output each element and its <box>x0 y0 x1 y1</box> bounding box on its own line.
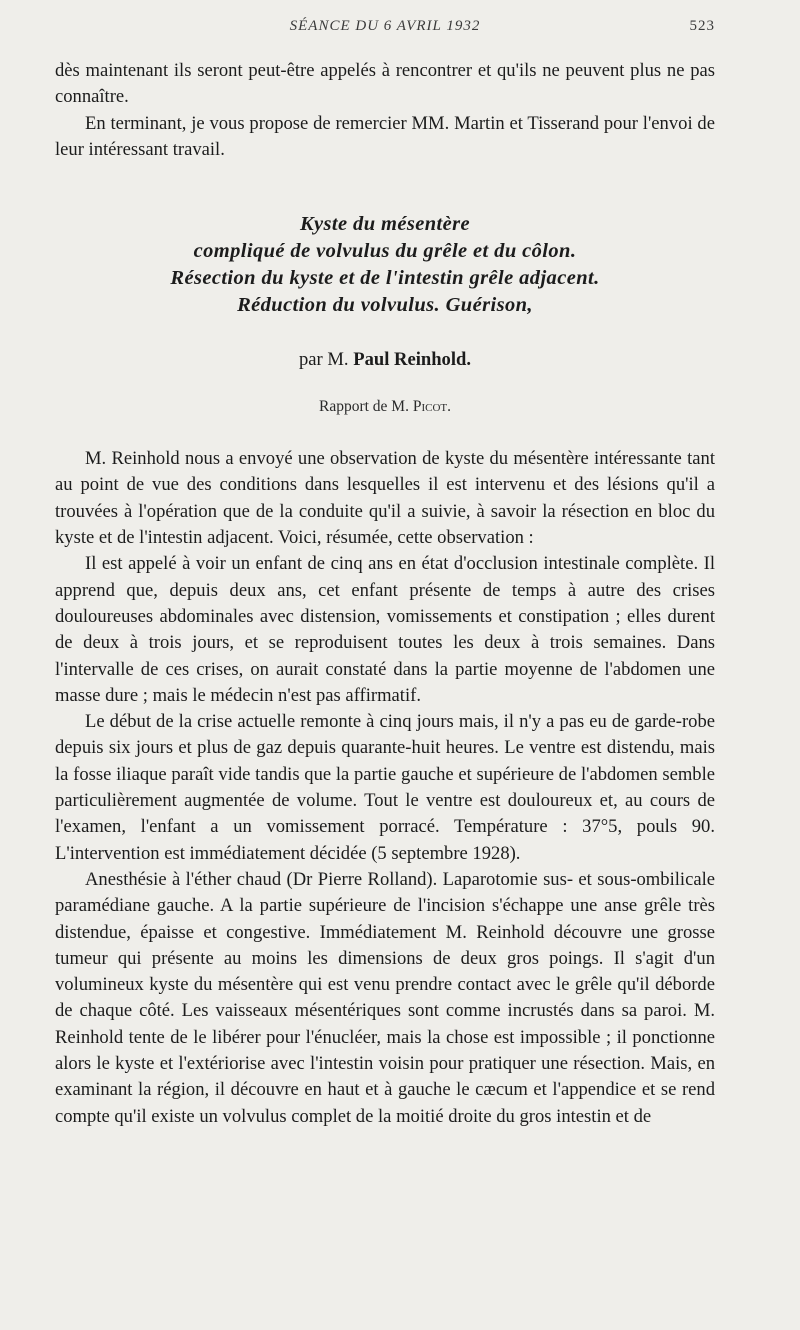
rapport-prefix: Rapport de M. <box>318 398 409 416</box>
article-title-line: Résection du kyste et de l'intestin grêle adjacent. <box>170 267 600 290</box>
rapport-name: Picot. <box>412 398 452 416</box>
article-title-line: Réduction du volvulus. Guérison, <box>237 294 533 317</box>
intro-paragraph-continued: dès maintenant ils seront peut-être appelés à rencontrer et qu'ils ne peuvent plus ne pas connaître. <box>55 60 715 108</box>
rapport-line <box>55 398 715 416</box>
page-number: 523 <box>689 18 715 34</box>
article-title <box>55 211 715 319</box>
document-page <box>55 18 715 1130</box>
intro-paragraph-closing: En terminant, je vous propose de remercier MM. Martin et Tisserand pour l'envoi de leur intéressant travail. <box>55 112 715 160</box>
running-head-title: SÉANCE DU 6 AVRIL 1932 <box>289 18 481 34</box>
article-title-line: Kyste du mésentère <box>299 213 471 236</box>
article-title-line: compliqué de volvulus du grêle et du côlon. <box>193 240 577 263</box>
article-body <box>55 446 715 1130</box>
body-paragraph: Anesthésie à l'éther chaud (Dr Pierre Rolland). Laparotomie sus- et sous-ombilicale paramédiane gauche. A la partie supérieure de l'incision s'échappe une anse grêle très distendue, épaisse et congestive. Immédiatement M. Reinhold découvre une grosse tumeur qui présente au moins les dimensions de deux gros poings. Il s'agit d'un volumineux kyste du mésentère qui est venu prendre contact avec le grêle qu'il déborde de chaque côté. Les vaisseaux mésentériques sont comme incrustés dans sa paroi. M. Reinhold tente de le libérer pour l'énucléer, mais la chose est impossible ; il ponctionne alors le kyste et l'extériorise avec l'intestin voisin pour pratiquer une résection. Mais, en examinant la région, il découvre en haut et à gauche le cæcum et l'appendice et se rend compte qu'il existe un volvulus complet de la moitié droite du gros intestin et de <box>55 868 715 1127</box>
body-paragraph: Il est appelé à voir un enfant de cinq ans en état d'occlusion intestinale complète. Il apprend que, depuis deux ans, cet enfant présente de temps à autre des crises douloureuses abdominales avec distension, vomissements et constipation ; elles durent de deux à trois jours, et se reproduisent toutes les deux à trois semaines. Dans l'intervalle de ces crises, on aurait constaté dans la partie moyenne de l'abdomen une masse dure ; mais le médecin n'est pas affirmatif. <box>55 553 715 706</box>
author-prefix: par M. <box>298 349 349 371</box>
author-line <box>55 349 715 371</box>
body-paragraph: M. Reinhold nous a envoyé une observation de kyste du mésentère intéressante tant au point de vue des conditions dans lesquelles il est intervenu et des lésions qu'il a trouvées à l'opération que de la conduite qu'il a suivie, à savoir la résection en bloc du kyste et de l'intestin adjacent. Voici, résumée, cette observation : <box>55 448 715 549</box>
body-paragraph: Le début de la crise actuelle remonte à cinq jours mais, il n'y a pas eu de garde-robe depuis six jours et plus de gaz depuis quarante-huit heures. Le ventre est distendu, mais la fosse iliaque paraît vide tandis que la partie gauche et supérieure de l'abdomen semble particulièrement augmentée de volume. Tout le ventre est douloureux et, au cours de l'examen, l'enfant a un vomissement porracé. Température : 37°5, pouls 90. L'intervention est immédiatement décidée (5 septembre 1928). <box>55 711 715 864</box>
author-name: Paul Reinhold. <box>353 349 472 371</box>
intro-section <box>55 58 715 163</box>
running-head <box>55 18 715 44</box>
